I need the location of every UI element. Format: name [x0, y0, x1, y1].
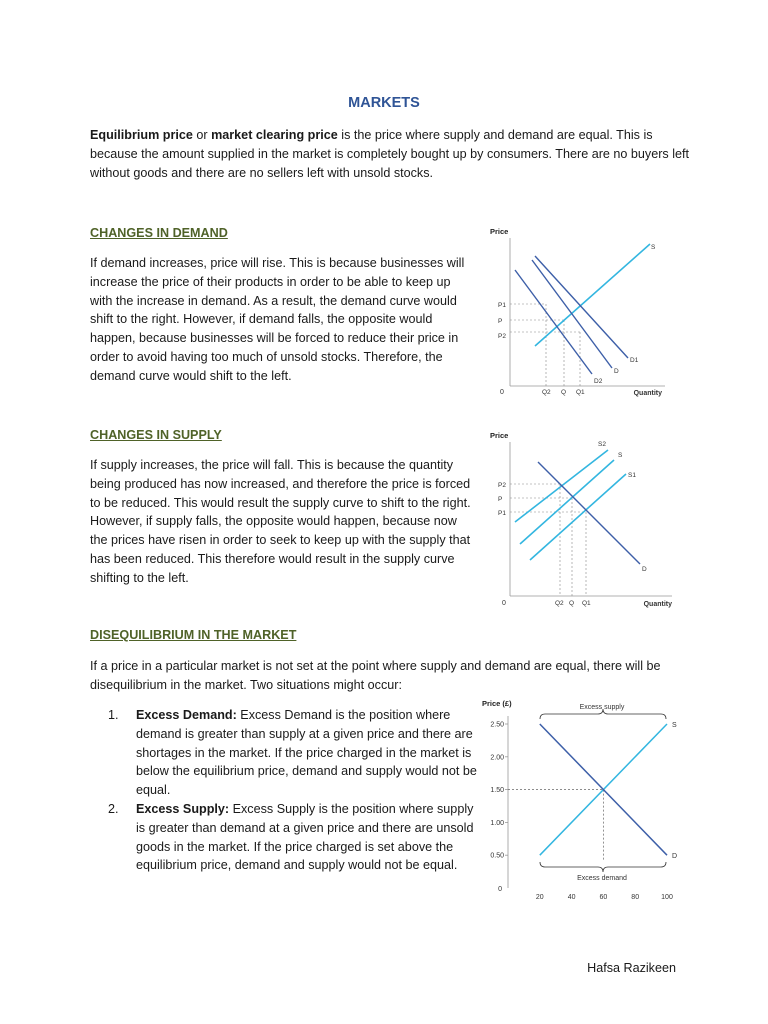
- intro-or: or: [192, 128, 212, 142]
- y-tick-label: 0.50: [490, 852, 504, 860]
- chart-changes-in-demand: [480, 222, 680, 402]
- x-tick-label: 40: [567, 894, 576, 901]
- y-axis-label: Price: [490, 227, 509, 236]
- list-item: [108, 706, 478, 800]
- curve-label-S: S: [618, 452, 623, 459]
- demand-curve-D1: [535, 256, 628, 358]
- list-term: Excess Demand:: [136, 708, 237, 722]
- marks-group: [508, 722, 677, 861]
- list-term: Excess Supply:: [136, 801, 230, 816]
- origin-label: 0: [498, 886, 502, 893]
- supply-curve-S: [520, 460, 614, 544]
- x-tick-Q: Q: [569, 600, 575, 607]
- series-label-S: S: [672, 722, 677, 729]
- series-label-D: D: [672, 853, 678, 861]
- list-number: 1.: [108, 708, 119, 722]
- intro-paragraph: [90, 126, 690, 182]
- excess-demand-bracket: [540, 862, 666, 872]
- curve-label-D1: D1: [630, 357, 639, 364]
- y-tick-P2: P2: [498, 482, 506, 489]
- demand-curve-D: [532, 260, 612, 368]
- x-axis-label: Quantity: [643, 601, 672, 608]
- y-tick-label: 1.00: [490, 819, 504, 827]
- chart-changes-in-supply: [480, 426, 680, 612]
- intro-rest: is the price where supply and demand are equal. This is because the amount supplied in the market is completely bought up by consumers. There are no buyers left without goods and there are no sellers left with unsold stocks.: [90, 128, 690, 180]
- y-tick-label: 1.50: [490, 787, 504, 795]
- x-tick-label: 20: [535, 894, 544, 901]
- x-tick-label: 60: [599, 894, 608, 901]
- list-number: 2.: [108, 801, 119, 816]
- curve-label-S1: S1: [628, 472, 636, 479]
- demand-curve-D2: [515, 270, 592, 374]
- origin-label: 0: [500, 389, 504, 396]
- curve-label-S2: S2: [598, 441, 606, 448]
- supply-curve-S: [535, 244, 650, 346]
- author-footer: Hafsa Razikeen: [587, 961, 676, 975]
- term-equilibrium-price: Equilibrium price: [90, 128, 193, 142]
- page-title: MARKETS: [348, 95, 420, 111]
- paragraph-changes-in-demand: If demand increases, price will rise. This is because businesses will increase the price of their products in order to be able to keep up with the increase in demand. As a result, the demand curve would shift to the right. However, if demand falls, the opposite would happen, because businesses will be forced to reduce their price in order to avoid having too much of unsold stocks. Therefore, the demand curve would shift to the left.: [90, 256, 465, 383]
- list-text: Excess Demand is the position where demand is greater than supply at a given price and there are shortages in the market. If the price charged in the market is below the equilibrium price, demand and supply would not be equal.: [136, 708, 477, 798]
- paragraph-changes-in-supply: If supply increases, the price will fall. This is because the quantity being produced has now increased, and therefore the price is forced to be reduced. This would result the supply curve to shift to the right. However, if supply falls, the opposite would happen, because now the prices have risen in order to seek to keep up with the supply that has been reduced. This therefore would result in the supply curve shifting to the left.: [90, 458, 471, 585]
- heading-disequilibrium: DISEQUILIBRIUM IN THE MARKET: [90, 628, 297, 642]
- chart-disequilibrium: [480, 694, 685, 906]
- y-axis-label: Price: [490, 431, 509, 440]
- y-tick-label: 2.50: [490, 721, 504, 729]
- y-axis-label: Price (£): [482, 699, 512, 708]
- x-tick-Q2: Q2: [542, 389, 551, 396]
- heading-changes-in-demand: CHANGES IN DEMAND: [90, 226, 228, 240]
- situations-list: [108, 706, 478, 875]
- heading-changes-in-supply: CHANGES IN SUPPLY: [90, 428, 222, 442]
- x-tick-Q1: Q1: [576, 389, 585, 396]
- x-axis-label: Quantity: [633, 390, 662, 397]
- curve-label-D2: D2: [594, 378, 603, 385]
- demand-curve-D: [538, 462, 640, 564]
- excess-demand-label: Excess demand: [577, 875, 627, 882]
- x-tick-label: 80: [631, 894, 640, 901]
- supply-curve-S1: [530, 474, 626, 560]
- y-tick-P: P: [498, 496, 503, 503]
- paragraph-disequilibrium: If a price in a particular market is not set at the point where supply and demand are equal, there will be disequilibrium in the market. Two situations might occur:: [90, 659, 661, 692]
- brackets-group: [540, 704, 666, 882]
- curve-label-D: D: [642, 566, 647, 573]
- x-tick-Q1: Q1: [582, 600, 591, 607]
- x-tick-Q2: Q2: [555, 600, 564, 607]
- x-tick-label: 100: [661, 894, 673, 901]
- curve-label-D: D: [614, 368, 619, 375]
- curve-label-S: S: [651, 244, 656, 251]
- list-item: [108, 800, 478, 875]
- origin-label: 0: [502, 600, 506, 607]
- x-tick-Q: Q: [561, 389, 567, 396]
- excess-supply-label: Excess supply: [579, 704, 625, 711]
- y-tick-label: 2.00: [490, 754, 504, 762]
- y-tick-P1: P1: [498, 302, 506, 309]
- y-tick-P2: P2: [498, 333, 506, 340]
- y-tick-P: P: [498, 318, 503, 325]
- y-tick-P1: P1: [498, 510, 506, 517]
- term-market-clearing-price: market clearing price: [211, 128, 338, 142]
- list-text: Excess Supply is the position where supply is greater than demand at a given price and there are unsold goods in the market. If the price charged is set above the equilibrium price, demand and supply would not be equal.: [136, 801, 474, 873]
